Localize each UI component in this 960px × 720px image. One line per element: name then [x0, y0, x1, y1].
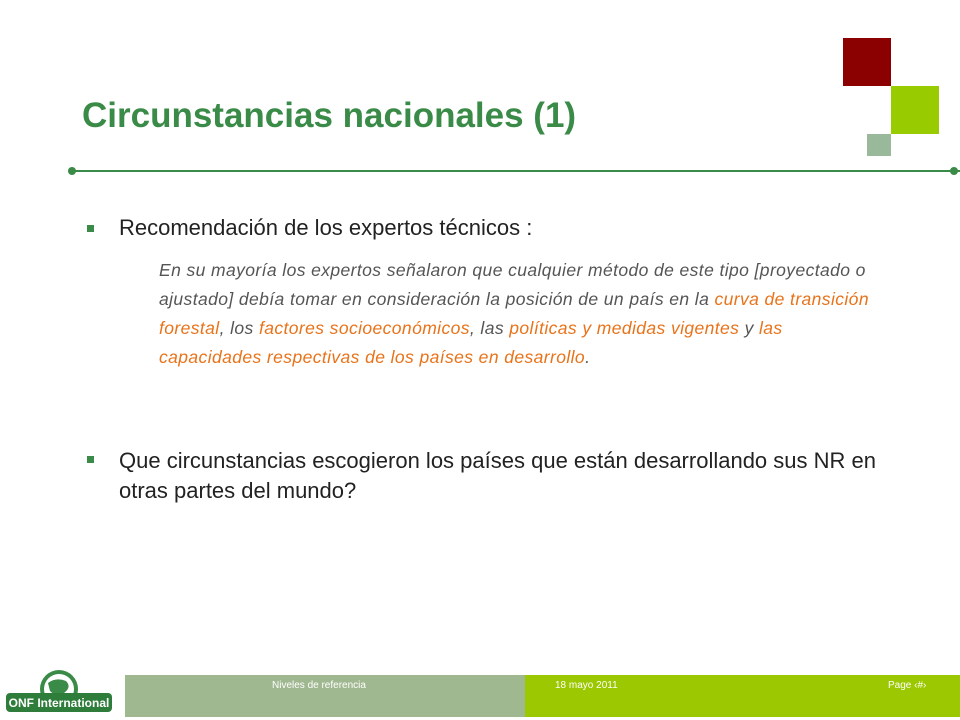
- quote-text-4: y: [739, 318, 760, 338]
- decor-square-sage: [867, 134, 891, 156]
- expert-quote: [159, 256, 879, 372]
- decor-square-red: [843, 38, 891, 86]
- quote-highlight-2: factores socioeconómicos: [258, 318, 470, 338]
- title-divider: [72, 170, 960, 172]
- bullet-square-icon: [87, 225, 94, 232]
- quote-highlight-4: las capacidades respectivas de los países en desarrollo: [159, 318, 783, 367]
- quote-text-2: , los: [219, 318, 259, 338]
- logo-text: ONF International: [8, 696, 110, 710]
- footer-presentation-name: Niveles de referencia: [272, 680, 366, 691]
- quote-highlight-3: políticas y medidas vigentes: [509, 318, 740, 338]
- bullet-square-icon: [87, 456, 94, 463]
- decor-square-green: [891, 86, 939, 134]
- quote-text-3: , las: [469, 318, 510, 338]
- footer-date: 18 mayo 2011: [555, 680, 618, 691]
- bullet-text-1: Recomendación de los expertos técnicos :: [119, 215, 533, 240]
- footer-page-number: Page ‹#›: [888, 680, 927, 691]
- quote-highlight-1: curva de transición forestal: [159, 289, 869, 338]
- divider-dot-left: [68, 167, 76, 175]
- divider-dot-right: [950, 167, 958, 175]
- quote-text-5: .: [585, 347, 591, 367]
- bullet-text-2: Que circunstancias escogieron los países que están desarrollando sus NR en otras partes del mundo?: [119, 448, 876, 503]
- quote-text-1: En su mayoría los expertos señalaron que cualquier método de este tipo [proyectado o ajustado] debía tomar en consideración la posición de un país en la: [159, 260, 866, 309]
- onf-international-logo: [4, 667, 114, 717]
- slide-title: Circunstancias nacionales (1): [82, 96, 577, 135]
